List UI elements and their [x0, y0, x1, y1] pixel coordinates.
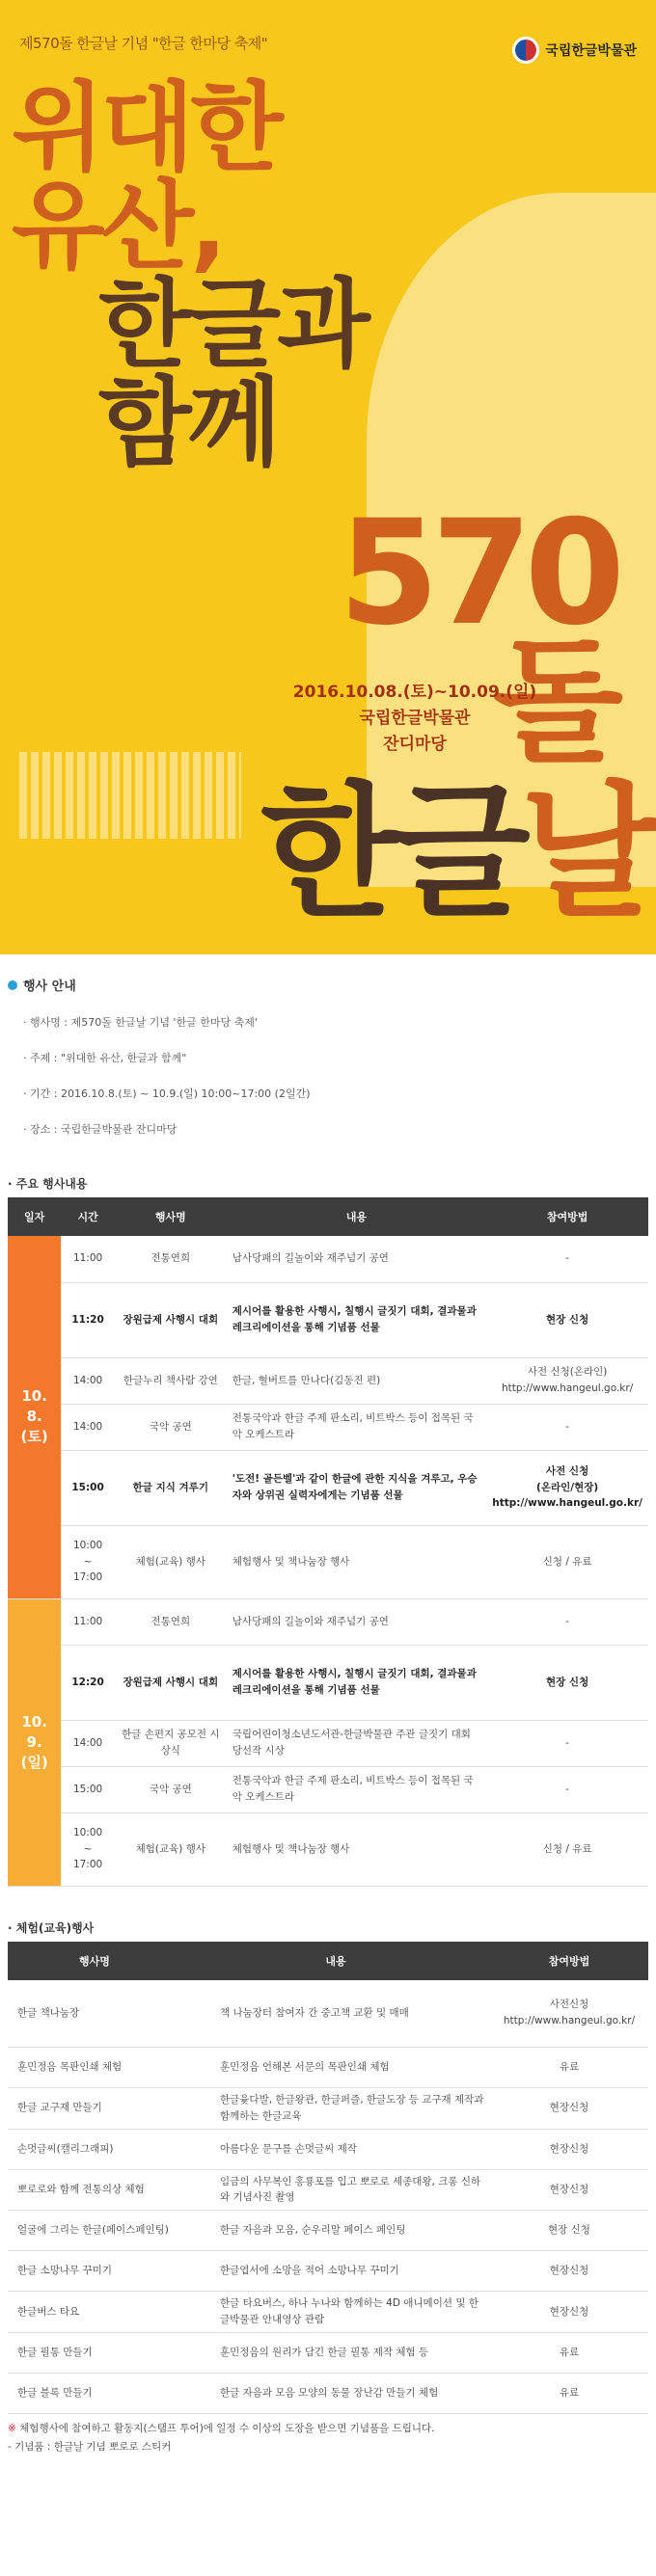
experience-row — [8, 1980, 648, 2048]
event-time: 11:20 — [61, 1282, 115, 1357]
headline-line-2: 유산, — [12, 170, 224, 282]
event-name: 장원급제 사행시 대회 — [115, 1282, 227, 1357]
main-events-body — [8, 1236, 648, 1886]
event-name: 전통연희 — [115, 1236, 227, 1282]
event-method: - — [486, 1720, 648, 1766]
experience-content: 책 나눔장터 참여자 간 중고책 교환 및 매매 — [181, 1980, 490, 2048]
event-name: 한글 지식 겨루기 — [115, 1450, 227, 1525]
event-time: 11:00 — [61, 1598, 115, 1645]
taegeuk-icon — [512, 37, 539, 64]
headline-line-1: 위대한 — [12, 71, 280, 184]
event-date-cell: 10. 8. (토) — [8, 1236, 61, 1598]
col-content: 내용 — [227, 1197, 486, 1236]
col-exp-name: 행사명 — [8, 1942, 181, 1980]
event-place-2: 잔디마당 — [383, 735, 447, 755]
event-row — [8, 1404, 648, 1450]
anniversary-dol: 돌 — [492, 625, 617, 782]
event-time: 14:00 — [61, 1720, 115, 1766]
experience-method: 현장신청 — [490, 2292, 648, 2333]
poster-headline — [12, 71, 367, 479]
info-item-theme: · 주제 : "위대한 유산, 한글과 함께" — [23, 1052, 187, 1064]
event-time: 14:00 — [61, 1357, 115, 1404]
event-content: 한글, 혈버트를 만나다(김동진 편) — [227, 1357, 486, 1404]
event-row — [8, 1812, 648, 1886]
experience-content: 한글 자음과 모음 모양의 동물 장난감 만들기 체험 — [181, 2373, 490, 2413]
info-list — [8, 994, 648, 1169]
museum-logo[interactable] — [512, 37, 637, 64]
main-events-heading: · 주요 행사내용 — [8, 1177, 88, 1191]
experience-method: 유료 — [490, 2048, 648, 2088]
event-content: '도전! 골든벨'과 같이 한글에 관한 지식을 겨루고, 우승자와 상위권 실력자에게는 기념품 선물 — [227, 1450, 486, 1525]
museum-logo-text: 국립한글박물관 — [545, 43, 637, 59]
event-content: 전통국악과 한글 주제 판소리, 비트박스 등이 접목된 국악 오케스트라 — [227, 1404, 486, 1450]
headline-line-4: 함께 — [98, 366, 278, 479]
experience-body — [8, 1980, 648, 2414]
nal-word: 날 — [520, 769, 651, 937]
event-content: 전통국악과 한글 주제 판소리, 비트박스 등이 접목된 국악 오케스트라 — [227, 1766, 486, 1812]
headline-line-3: 한글과 — [98, 268, 367, 381]
event-name: 체험(교육) 행사 — [115, 1812, 227, 1886]
experience-row — [8, 2211, 648, 2251]
experience-row — [8, 2169, 648, 2211]
col-exp-content: 내용 — [181, 1942, 490, 1980]
experience-method: 유료 — [490, 2332, 648, 2373]
event-subtitle: 제570돌 한글날 기념 "한글 한마당 축제" — [19, 35, 268, 52]
hangeul-word: 한글 — [260, 769, 521, 937]
col-exp-method: 참여방법 — [490, 1942, 648, 1980]
event-method: 사전 신청 (온라인/현장) http://www.hangeul.go.kr/ — [486, 1450, 648, 1525]
event-row — [8, 1357, 648, 1404]
experience-name: 얼굴에 그리는 한글(페이스페인팅) — [8, 2211, 181, 2251]
event-method: 신청 / 유료 — [486, 1812, 648, 1886]
experience-content: 임금의 사무복인 홍룡포를 입고 뽀로로 세종대왕, 크롱 신하와 기념사진 촬영 — [181, 2169, 490, 2211]
info-heading-text: 행사 안내 — [23, 979, 76, 994]
hangeul-pattern-decoration — [19, 752, 241, 839]
experience-content: 한글 자음과 모음, 순우리말 페이스 페인팅 — [181, 2211, 490, 2251]
event-method: - — [486, 1766, 648, 1812]
col-date: 일자 — [8, 1197, 61, 1236]
event-row — [8, 1282, 648, 1357]
event-method: - — [486, 1404, 648, 1450]
event-row — [8, 1645, 648, 1720]
event-method: - — [486, 1598, 648, 1645]
event-content: 남사당패의 길놀이와 재주넘기 공연 — [227, 1236, 486, 1282]
experience-content: 아름다운 문구를 손멋글씨 제작 — [181, 2129, 490, 2169]
event-name: 한글 손편지 공모전 시상식 — [115, 1720, 227, 1766]
experience-name: 한글 필통 만들기 — [8, 2332, 181, 2373]
experience-method: 유료 — [490, 2373, 648, 2413]
event-time: 10:00 ~ 17:00 — [61, 1525, 115, 1598]
event-name: 장원급제 사행시 대회 — [115, 1645, 227, 1720]
event-date: 2016.10.08.(토)~10.09.(일) — [292, 683, 537, 702]
col-time: 시간 — [61, 1197, 115, 1236]
experience-table — [8, 1942, 648, 2414]
experience-name: 한글 책나눔장 — [8, 1980, 181, 2048]
event-method: 사전 신청(온라인) http://www.hangeul.go.kr/ — [486, 1357, 648, 1404]
event-time: 12:20 — [61, 1645, 115, 1720]
experience-row — [8, 2048, 648, 2088]
note-reward-text: 체험행사에 참여하고 활동지(스탬프 투어)에 일정 수 이상의 도장을 받으면 기념품을 드립니다. — [19, 2422, 435, 2434]
event-time: 14:00 — [61, 1404, 115, 1450]
event-method: 신청 / 유료 — [486, 1525, 648, 1598]
info-item-place: · 장소 : 국립한글박물관 잔디마당 — [23, 1123, 178, 1136]
event-name: 국악 공연 — [115, 1766, 227, 1812]
event-row — [8, 1720, 648, 1766]
event-content: 제시어를 활용한 사행시, 칠행시 글짓기 대회, 결과물과 레크리에이션을 통해 기념품 선물 — [227, 1282, 486, 1357]
experience-method: 현장신청 — [490, 2088, 648, 2130]
note-reward — [8, 2420, 648, 2438]
event-row — [8, 1450, 648, 1525]
notes-section — [0, 2414, 656, 2476]
event-row — [8, 1766, 648, 1812]
experience-heading: · 체험(교육)행사 — [8, 1920, 95, 1935]
experience-content: 훈민정음 언해본 서문의 목판인쇄 체험 — [181, 2048, 490, 2088]
event-name: 전통연희 — [115, 1598, 227, 1645]
event-date-place — [289, 680, 540, 759]
experience-row — [8, 2373, 648, 2413]
event-content: 제시어를 활용한 사행시, 칠행시 글짓기 대회, 결과물과 레크리에이션을 통해 기념품 선물 — [227, 1645, 486, 1720]
event-poster — [0, 0, 656, 954]
hangeul-day-title — [260, 769, 651, 937]
event-method: 현장 신청 — [486, 1282, 648, 1357]
experience-row — [8, 2332, 648, 2373]
event-info-section — [0, 976, 656, 2414]
anniversary-number: 570 — [338, 490, 617, 657]
experience-row — [8, 2251, 648, 2292]
experience-row — [8, 2292, 648, 2333]
experience-row — [8, 2088, 648, 2130]
info-item-period: · 기간 : 2016.10.8.(토) ~ 10.9.(일) 10:00~17:00 (2일간) — [23, 1087, 311, 1100]
experience-name: 한글버스 타요 — [8, 2292, 181, 2333]
experience-name: 뽀로로와 함께 전통의상 체험 — [8, 2169, 181, 2211]
event-date-cell: 10. 9. (일) — [8, 1598, 61, 1886]
event-name: 국악 공연 — [115, 1404, 227, 1450]
experience-method: 현장신청 — [490, 2129, 648, 2169]
experience-method: 현장신청 — [490, 2251, 648, 2292]
info-heading — [8, 976, 648, 994]
event-name: 한글누리 책사람 강연 — [115, 1357, 227, 1404]
experience-method: 현장 신청 — [490, 2211, 648, 2251]
circle-bullet-icon — [8, 980, 17, 990]
event-time: 10:00 ~ 17:00 — [61, 1812, 115, 1886]
event-time: 15:00 — [61, 1450, 115, 1525]
event-place-1: 국립한글박물관 — [359, 709, 471, 729]
event-time: 11:00 — [61, 1236, 115, 1282]
experience-content: 한글윷다발, 한글왕관, 한글퍼즐, 한글도장 등 교구재 제작과 함께하는 한글교육 — [181, 2088, 490, 2130]
experience-name: 한글 소망나무 꾸미기 — [8, 2251, 181, 2292]
experience-method: 현장신청 — [490, 2169, 648, 2211]
experience-method: 사전신청 http://www.hangeul.go.kr/ — [490, 1980, 648, 2048]
experience-name: 훈민정음 목판인쇄 체험 — [8, 2048, 181, 2088]
main-events-table — [8, 1197, 648, 1887]
note-gift: - 기념품 : 한글날 기념 뽀로로 스티커 — [8, 2440, 172, 2453]
info-item-name: · 행사명 : 제570돌 한글날 기념 '한글 한마당 축제' — [23, 1016, 258, 1029]
reference-mark: ※ — [8, 2422, 16, 2434]
event-content: 체험행사 및 책나눔장 행사 — [227, 1812, 486, 1886]
event-content: 국립어린이청소년도서관-한글박물관 주관 글짓기 대회 당선작 시상 — [227, 1720, 486, 1766]
experience-content: 한글 타요버스, 하나 누나와 함께하는 4D 애니메이션 및 한글박물관 안내영상 관람 — [181, 2292, 490, 2333]
experience-name: 한글 블록 만들기 — [8, 2373, 181, 2413]
experience-row — [8, 2129, 648, 2169]
event-content: 남사당패의 길놀이와 재주넘기 공연 — [227, 1598, 486, 1645]
experience-name: 한글 교구재 만들기 — [8, 2088, 181, 2130]
col-method: 참여방법 — [486, 1197, 648, 1236]
experience-content: 훈민정음의 원리가 담긴 한글 필통 제작 체험 등 — [181, 2332, 490, 2373]
event-method: - — [486, 1236, 648, 1282]
event-row — [8, 1236, 648, 1282]
col-event: 행사명 — [115, 1197, 227, 1236]
experience-content: 한글엽서에 소망을 적어 소망나무 꾸미기 — [181, 2251, 490, 2292]
event-name: 체험(교육) 행사 — [115, 1525, 227, 1598]
event-content: 체험행사 및 책나눔장 행사 — [227, 1525, 486, 1598]
event-method: 현장 신청 — [486, 1645, 648, 1720]
event-row — [8, 1598, 648, 1645]
event-time: 15:00 — [61, 1766, 115, 1812]
event-row — [8, 1525, 648, 1598]
experience-name: 손멋글씨(캘리그래피) — [8, 2129, 181, 2169]
